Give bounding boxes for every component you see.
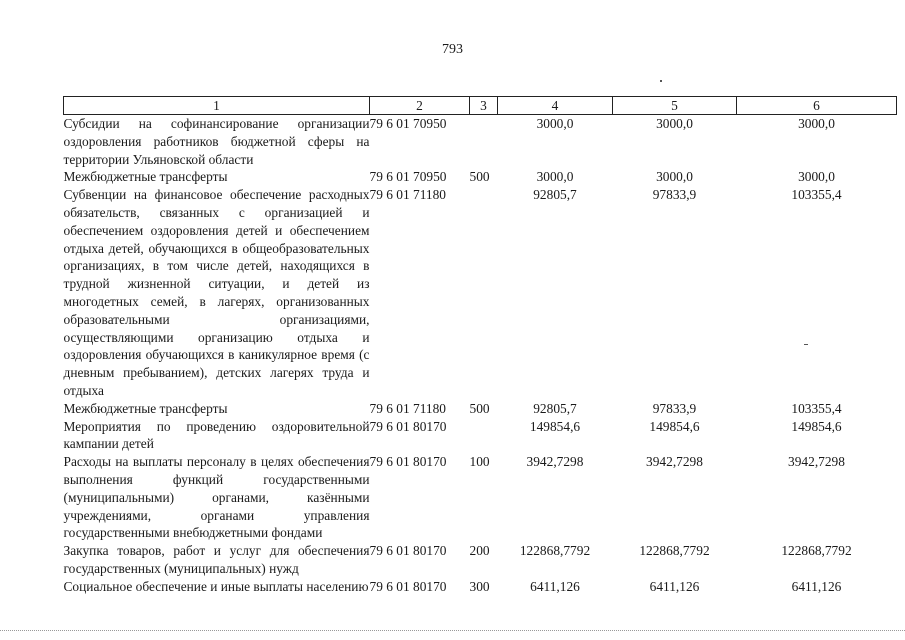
amount-col-4: 92805,7 bbox=[533, 400, 577, 416]
amount-col-4: 149854,6 bbox=[529, 418, 581, 434]
amount-col-5: 3942,7298 bbox=[646, 454, 703, 470]
table-row bbox=[64, 168, 897, 186]
row-description: Мероприятия по проведению оздоровительной кампании детей bbox=[63, 418, 370, 452]
expense-type-code bbox=[470, 418, 498, 454]
amount-col-6: 122868,7792 bbox=[781, 543, 852, 559]
scan-edge-dots bbox=[0, 630, 905, 632]
table-row bbox=[64, 542, 897, 578]
row-description: Социальное обеспечение и иные выплаты населению bbox=[63, 578, 369, 594]
budget-table bbox=[63, 96, 897, 596]
expense-type-code bbox=[470, 115, 498, 169]
table-row bbox=[64, 115, 897, 169]
amount-col-6: 149854,6 bbox=[791, 418, 842, 434]
expense-type-code: 500 bbox=[469, 169, 490, 185]
table-row bbox=[64, 578, 897, 596]
row-description: Закупка товаров, работ и услуг для обеспечения государственных (муниципальных) нужд bbox=[63, 543, 370, 576]
table-row bbox=[64, 453, 897, 542]
amount-col-6: 103355,4 bbox=[791, 400, 842, 416]
target-article-code: 79 6 01 71180 bbox=[369, 187, 446, 203]
amount-col-5: 3000,0 bbox=[656, 116, 693, 131]
expense-type-code: 300 bbox=[469, 578, 490, 594]
amount-col-4: 3942,7298 bbox=[526, 454, 584, 470]
amount-col-5: 3000,0 bbox=[656, 169, 693, 185]
amount-col-4: 6411,126 bbox=[530, 578, 580, 594]
row-description: Субсидии на софинансирование организации оздоровления работников бюджетной сферы на территории Ульяновской области bbox=[63, 116, 370, 167]
table-header-row bbox=[64, 97, 897, 115]
amount-col-4: 122868,7792 bbox=[519, 543, 591, 559]
table-row bbox=[64, 400, 897, 418]
amount-col-4: 92805,7 bbox=[533, 187, 577, 203]
column-header: 4 bbox=[498, 97, 613, 115]
target-article-code: 79 6 01 80170 bbox=[369, 418, 447, 434]
amount-col-5: 149854,6 bbox=[649, 418, 700, 434]
amount-col-5: 97833,9 bbox=[652, 187, 697, 203]
column-header: 6 bbox=[737, 97, 897, 115]
amount-col-6: 3942,7298 bbox=[788, 454, 845, 470]
table-row bbox=[64, 418, 897, 454]
row-description: Расходы на выплаты персоналу в целях обеспечения выполнения функций государственными (муниципальными) органами, казёнными учреждениями, органами управления государственными внебюджетными фондами bbox=[63, 454, 370, 541]
amount-col-6: 3000,0 bbox=[798, 116, 835, 131]
target-article-code: 79 6 01 80170 bbox=[369, 454, 447, 470]
row-description: Межбюджетные трансферты bbox=[63, 400, 228, 416]
table-row bbox=[64, 186, 897, 400]
page-number: 793 bbox=[442, 42, 463, 57]
expense-type-code: 500 bbox=[469, 400, 490, 416]
target-article-code: 79 6 01 70950 bbox=[369, 169, 447, 185]
amount-col-6: 6411,126 bbox=[791, 578, 842, 594]
target-article-code: 79 6 01 71180 bbox=[369, 400, 446, 416]
amount-col-4: 3000,0 bbox=[536, 116, 574, 131]
scan-speck bbox=[660, 80, 662, 82]
column-header: 3 bbox=[470, 97, 498, 115]
amount-col-5: 122868,7792 bbox=[639, 543, 710, 559]
expense-type-code: 100 bbox=[469, 454, 490, 470]
amount-col-5: 6411,126 bbox=[649, 578, 700, 594]
column-header: 2 bbox=[370, 97, 470, 115]
amount-col-5: 97833,9 bbox=[652, 400, 697, 416]
target-article-code: 79 6 01 80170 bbox=[369, 578, 447, 594]
expense-type-code: 200 bbox=[469, 543, 490, 559]
target-article-code: 79 6 01 70950 bbox=[369, 116, 447, 131]
column-header: 1 bbox=[64, 97, 370, 115]
expense-type-code bbox=[470, 186, 498, 400]
target-article-code: 79 6 01 80170 bbox=[369, 543, 447, 559]
row-description: Субвенции на финансовое обеспечение расходных обязательств, связанных с организацией и обеспечением оздоровления детей и обеспечением отдыха детей, обучающихся в общеобразовательных организациях, в том числе детей, находящихся в трудной жизненной ситуации, и детей из многодетных семей, в лагерях, организованных образовательными организациями, осуществляющими организацию отдыха и оздоровления обучающихся в каникулярное время (с дневным пребыванием), детских лагерях труда и отдыха bbox=[63, 187, 370, 398]
amount-col-4: 3000,0 bbox=[536, 169, 574, 185]
amount-col-6: 3000,0 bbox=[798, 169, 835, 185]
column-header: 5 bbox=[613, 97, 737, 115]
row-description: Межбюджетные трансферты bbox=[63, 169, 228, 185]
amount-col-6: 103355,4 bbox=[791, 187, 842, 203]
